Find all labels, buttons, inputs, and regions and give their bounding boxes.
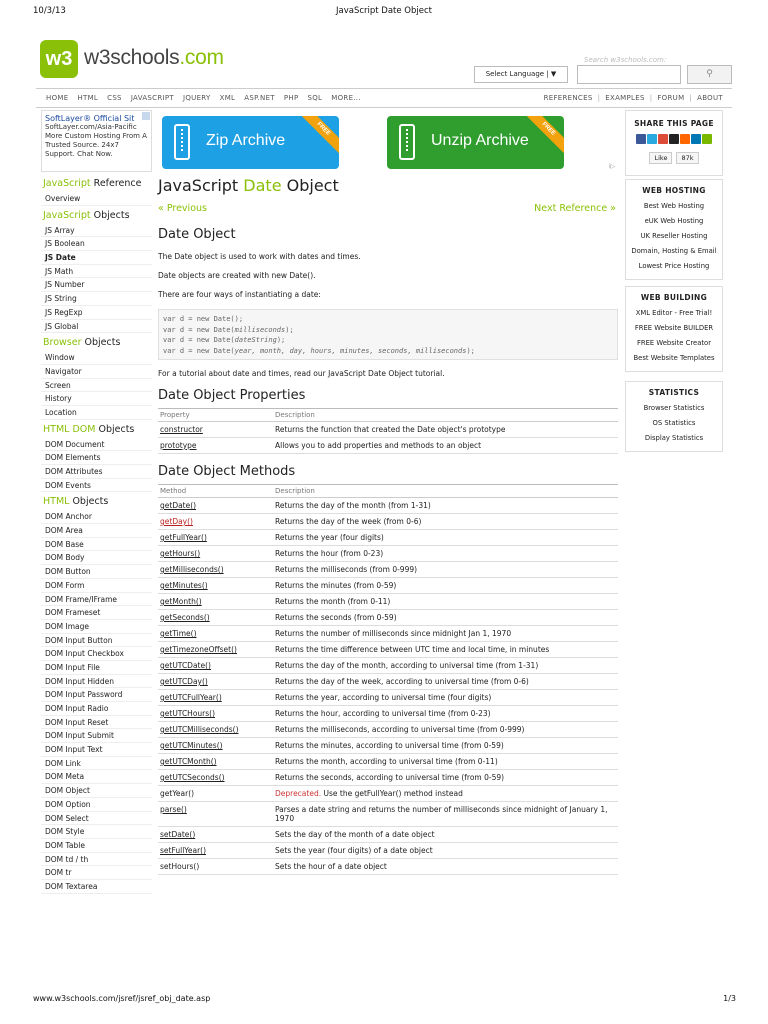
delicious-icon[interactable] [669, 134, 679, 144]
twitter-icon[interactable] [647, 134, 657, 144]
code-line: var d = new Date(milliseconds); [163, 325, 294, 334]
like-count: 87k [676, 152, 698, 164]
code-example [158, 309, 618, 360]
sidebar-item-dom-document[interactable]: DOM Document [41, 438, 152, 452]
method-link[interactable]: getDate() [158, 498, 273, 514]
sidebar-box-link[interactable]: Lowest Price Hosting [638, 262, 710, 270]
nav-jquery[interactable]: JQUERY [182, 94, 211, 102]
table-row [158, 843, 618, 859]
sidebar-box-link[interactable]: Best Website Templates [633, 354, 715, 362]
table-row [158, 546, 618, 562]
sidebar-heading-text: Reference [90, 178, 142, 189]
sidebar-heading-text: Objects [69, 496, 109, 508]
sidebar-item-dom-table[interactable]: DOM Table [41, 839, 152, 853]
method-link[interactable]: getSeconds() [158, 610, 273, 626]
properties-table [158, 408, 618, 454]
table-header-row [158, 409, 618, 422]
sidebar-item-dom-option[interactable]: DOM Option [41, 798, 152, 812]
table-row [158, 770, 618, 786]
sidebar-box-link[interactable]: OS Statistics [652, 419, 696, 427]
method-link[interactable]: getUTCMinutes() [158, 738, 273, 754]
sidebar-heading-accent: HTML DOM [43, 423, 96, 435]
sidebar-item-dom-base[interactable]: DOM Base [41, 538, 152, 552]
free-ribbon: FREE [523, 116, 564, 155]
column-header: Method [158, 485, 273, 498]
method-description: Sets the day of the month of a date object [273, 827, 618, 843]
code-arg: dateString [234, 336, 277, 344]
logo-main: w3schools [84, 46, 180, 69]
print-date: 10/3/13 [33, 6, 66, 16]
properties-heading: Date Object Properties [158, 388, 306, 403]
table-row [158, 610, 618, 626]
stumbleupon-icon[interactable] [680, 134, 690, 144]
sidebar-item-dom-frame-iframe[interactable]: DOM Frame/IFrame [41, 593, 152, 607]
table-row [158, 626, 618, 642]
magnifier-icon: ⚲ [706, 69, 713, 79]
title-part: Object [281, 176, 339, 195]
table-row [158, 594, 618, 610]
method-description: Returns the day of the week (from 0-6) [273, 514, 618, 530]
print-title: JavaScript Date Object [335, 6, 432, 16]
sidebar-item-dom-link[interactable]: DOM Link [41, 757, 152, 771]
method-link[interactable]: getMinutes() [158, 578, 273, 594]
logo-suffix: .com [179, 46, 224, 69]
sidebar-heading [41, 492, 152, 510]
method-description: Sets the year (four digits) of a date object [273, 843, 618, 859]
sidebar-item-dom-input-file[interactable]: DOM Input File [41, 661, 152, 675]
sidebar-box-heading: WEB HOSTING [642, 186, 706, 195]
sidebar-item-js-global[interactable]: JS Global [41, 320, 152, 334]
column-header: Property [158, 409, 273, 422]
table-row [158, 722, 618, 738]
create-paragraph: Date objects are created with new Date(). [158, 271, 316, 280]
method-link[interactable]: getMilliseconds() [158, 562, 273, 578]
sidebar-item-dom-object[interactable]: DOM Object [41, 784, 152, 798]
method-description: Returns the month (from 0-11) [273, 594, 618, 610]
nav-sql[interactable]: SQL [307, 94, 323, 102]
sidebar-item-dom-tr[interactable]: DOM tr [41, 866, 152, 880]
search-input[interactable] [577, 65, 681, 84]
sidebar-item-location[interactable]: Location [41, 406, 152, 420]
method-link[interactable]: setHours() [158, 859, 273, 875]
sidebar-heading-accent: HTML [43, 496, 70, 508]
zipper-icon [174, 124, 190, 160]
code-line: var d = new Date(); [163, 315, 244, 323]
sidebar-box-heading: STATISTICS [648, 388, 700, 397]
sidebar-box-link[interactable]: FREE Website Creator [637, 339, 711, 347]
logo-text [84, 46, 224, 70]
table-row [158, 562, 618, 578]
method-link[interactable]: getFullYear() [158, 530, 273, 546]
code-arg: milliseconds [234, 325, 286, 334]
column-header: Description [273, 409, 618, 422]
search-placeholder: Search w3schools.com: [584, 56, 667, 64]
method-description: Returns the day of the month, according to universal time (from 1-31) [273, 658, 618, 674]
methods-heading: Date Object Methods [158, 464, 296, 479]
table-header-row [158, 485, 618, 498]
ad-title: SoftLayer® Official Sit [45, 114, 135, 123]
free-ribbon: FREE [298, 116, 339, 155]
main-content [158, 176, 618, 875]
table-row [158, 578, 618, 594]
method-link[interactable]: getUTCMilliseconds() [158, 722, 273, 738]
method-description: Parses a date string and returns the number of milliseconds since midnight of January 1, 1970 [273, 802, 618, 827]
nav-xml[interactable]: XML [219, 94, 236, 102]
method-link[interactable]: getUTCHours() [158, 706, 273, 722]
linkedin-icon[interactable] [691, 134, 701, 144]
method-description: Returns the milliseconds, according to universal time (from 0-999) [273, 722, 618, 738]
share-icons [626, 134, 722, 146]
instantiate-paragraph: There are four ways of instantiating a date: [158, 290, 321, 299]
sidebar-box-link[interactable]: XML Editor - Free Trial! [635, 309, 713, 317]
zip-archive-label: Zip Archive [206, 132, 286, 149]
sidebar-item-js-date[interactable]: JS Date [41, 251, 152, 265]
sidebar-item-dom-body[interactable]: DOM Body [41, 551, 152, 565]
sidebar-item-dom-input-password[interactable]: DOM Input Password [41, 688, 152, 702]
property-description: Returns the function that created the Date object's prototype [273, 422, 618, 438]
table-row [158, 754, 618, 770]
property-link[interactable]: constructor [158, 422, 273, 438]
property-link[interactable]: prototype [158, 438, 273, 454]
ad-body: SoftLayer.com/Asia-Pacific More Custom Hosting From A Trusted Source. 24x7 Support. Chat Now. [45, 123, 147, 158]
print-footer [0, 994, 768, 1016]
sidebar-box-heading: WEB BUILDING [640, 293, 708, 302]
sidebar-heading-accent: JavaScript [43, 178, 91, 189]
sidebar-box-link[interactable]: Display Statistics [644, 434, 704, 442]
prev-next-nav [158, 203, 618, 219]
zip-archive-banner[interactable] [162, 116, 339, 169]
code-line: var d = new Date(year, month, day, hours, minutes, seconds, milliseconds); [163, 346, 475, 355]
nav-php[interactable]: PHP [283, 94, 299, 102]
table-row [158, 859, 618, 875]
share-box [625, 110, 723, 176]
sidebar-item-dom-anchor[interactable]: DOM Anchor [41, 510, 152, 524]
next-reference-link[interactable]: Next Reference » [534, 203, 616, 214]
nav-css[interactable]: CSS [107, 94, 122, 102]
sidebar-item-screen[interactable]: Screen [41, 379, 152, 393]
title-part: JavaScript [158, 176, 244, 195]
ad-info-icon[interactable]: i▷ [609, 163, 616, 170]
sidebar-box-web-hosting [625, 179, 723, 280]
intro-paragraph: The Date object is used to work with dates and times. [158, 252, 361, 261]
date-object-heading: Date Object [158, 227, 236, 242]
method-description: Returns the year, according to universal time (four digits) [273, 690, 618, 706]
topnav-left [46, 94, 370, 102]
unzip-archive-label: Unzip Archive [431, 132, 529, 149]
sidebar-item-dom-events[interactable]: DOM Events [41, 479, 152, 493]
sidebar-item-dom-button[interactable]: DOM Button [41, 565, 152, 579]
table-row [158, 498, 618, 514]
print-page-number: 1/3 [723, 994, 736, 1003]
sidebar-item-js-regexp[interactable]: JS RegExp [41, 306, 152, 320]
tutorial-text: For a tutorial about date and times, read our [158, 369, 329, 378]
sidebar-box-web-building [625, 286, 723, 372]
top-navigation [36, 88, 732, 108]
logo-badge: w3 [40, 40, 78, 78]
table-row [158, 706, 618, 722]
method-link[interactable]: getTime() [158, 626, 273, 642]
sidebar-item-js-array[interactable]: JS Array [41, 224, 152, 238]
sidebar-item-dom-image[interactable]: DOM Image [41, 620, 152, 634]
sidebar-item-dom-input-reset[interactable]: DOM Input Reset [41, 716, 152, 730]
share-more-icon[interactable] [702, 134, 712, 144]
method-link[interactable]: getUTCDate() [158, 658, 273, 674]
method-description: Returns the time difference between UTC time and local time, in minutes [273, 642, 618, 658]
method-description: Returns the minutes (from 0-59) [273, 578, 618, 594]
nav-separator: | [689, 94, 693, 102]
site-logo[interactable] [40, 40, 270, 82]
sidebar-item-dom-style[interactable]: DOM Style [41, 825, 152, 839]
tutorial-text: . [442, 369, 445, 378]
method-link[interactable]: getUTCDay() [158, 674, 273, 690]
code-line: var d = new Date(dateString); [163, 336, 286, 344]
table-row [158, 642, 618, 658]
sidebar-heading-text: Objects [90, 209, 130, 221]
sidebar-box-spacer [626, 366, 722, 371]
method-description: Returns the month, according to universal time (from 0-11) [273, 754, 618, 770]
method-description: Sets the hour of a date object [273, 859, 618, 875]
method-link[interactable]: getHours() [158, 546, 273, 562]
sidebar-item-dom-attributes[interactable]: DOM Attributes [41, 465, 152, 479]
sidebar-item-dom-frameset[interactable]: DOM Frameset [41, 606, 152, 620]
sidebar-heading-accent: Browser [43, 337, 82, 349]
like-button[interactable]: Like [649, 152, 672, 164]
method-description: Returns the hour, according to universal time (from 0-23) [273, 706, 618, 722]
sidebar-item-dom-input-radio[interactable]: DOM Input Radio [41, 702, 152, 716]
nav-examples[interactable]: EXAMPLES [605, 94, 645, 102]
method-description: Returns the day of the month (from 1-31) [273, 498, 618, 514]
print-url: www.w3schools.com/jsref/jsref_obj_date.asp [33, 994, 211, 1003]
sidebar-box-spacer [626, 446, 722, 451]
nav-forum[interactable]: FORUM [657, 94, 685, 102]
page-title [158, 176, 618, 195]
sidebar-ad[interactable] [41, 110, 152, 172]
nav-javascript[interactable]: JAVASCRIPT [130, 94, 174, 102]
method-description: Returns the minutes, according to universal time (from 0-59) [273, 738, 618, 754]
sidebar-heading [41, 206, 152, 224]
sidebar-item-dom-input-checkbox[interactable]: DOM Input Checkbox [41, 647, 152, 661]
sidebar-box-link[interactable]: Domain, Hosting & Email [631, 247, 717, 255]
topnav-right [544, 94, 723, 102]
google-icon[interactable] [658, 134, 668, 144]
sidebar-item-dom-textarea[interactable]: DOM Textarea [41, 880, 152, 894]
zipper-icon [399, 124, 415, 160]
sidebar-heading [41, 420, 152, 438]
sidebar-item-js-string[interactable]: JS String [41, 292, 152, 306]
method-link[interactable]: parse() [158, 802, 273, 827]
method-description: Returns the number of milliseconds since midnight Jan 1, 1970 [273, 626, 618, 642]
sidebar-heading [41, 174, 152, 192]
method-description: Deprecated. Use the getFullYear() method instead [273, 786, 618, 802]
sidebar-item-dom-input-submit[interactable]: DOM Input Submit [41, 729, 152, 743]
search-button[interactable] [687, 65, 732, 84]
sidebar-item-dom-meta[interactable]: DOM Meta [41, 770, 152, 784]
method-description: Returns the day of the week, according to universal time (from 0-6) [273, 674, 618, 690]
sidebar-box-link[interactable]: Browser Statistics [643, 404, 705, 412]
method-description: Returns the milliseconds (from 0-999) [273, 562, 618, 578]
method-link[interactable]: setDate() [158, 827, 273, 843]
table-row [158, 530, 618, 546]
sidebar-item-dom-area[interactable]: DOM Area [41, 524, 152, 538]
method-link[interactable]: setFullYear() [158, 843, 273, 859]
sidebar-heading-accent: JavaScript [43, 209, 91, 221]
method-link[interactable]: getYear() [158, 786, 273, 802]
table-row [158, 658, 618, 674]
nav-html[interactable]: HTML [77, 94, 99, 102]
table-row [158, 827, 618, 843]
tutorial-link[interactable]: JavaScript Date Object tutorial [328, 369, 443, 378]
methods-table [158, 484, 618, 875]
nav-separator: | [597, 94, 601, 102]
table-row [158, 786, 618, 802]
method-description: Returns the seconds, according to universal time (from 0-59) [273, 770, 618, 786]
print-header [0, 0, 768, 24]
sidebar-item-js-boolean[interactable]: JS Boolean [41, 237, 152, 251]
sidebar-box-link[interactable]: UK Reseller Hosting [640, 232, 708, 240]
share-heading: SHARE THIS PAGE [634, 119, 714, 128]
table-row [158, 674, 618, 690]
nav-references[interactable]: REFERENCES [543, 94, 593, 102]
table-row [158, 438, 618, 454]
method-link[interactable]: getMonth() [158, 594, 273, 610]
unzip-archive-banner[interactable] [387, 116, 564, 169]
sidebar-item-js-math[interactable]: JS Math [41, 265, 152, 279]
facebook-icon[interactable] [636, 134, 646, 144]
sidebar-box-link[interactable]: FREE Website BUILDER [634, 324, 714, 332]
ad-choices-icon[interactable] [142, 112, 150, 120]
method-description: Returns the seconds (from 0-59) [273, 610, 618, 626]
left-sidebar [41, 174, 152, 894]
like-widget [626, 152, 722, 164]
tutorial-paragraph [158, 369, 618, 378]
sidebar-item-dom-td-th[interactable]: DOM td / th [41, 853, 152, 867]
sidebar-box-link[interactable]: eUK Web Hosting [644, 217, 704, 225]
previous-link[interactable]: « Previous [158, 203, 207, 214]
method-description: Returns the hour (from 0-23) [273, 546, 618, 562]
method-link[interactable]: getUTCSeconds() [158, 770, 273, 786]
sidebar-item-js-number[interactable]: JS Number [41, 278, 152, 292]
method-link[interactable]: getUTCMonth() [158, 754, 273, 770]
sidebar-item-window[interactable]: Window [41, 351, 152, 365]
nav-asp-net[interactable]: ASP.NET [244, 94, 275, 102]
method-link[interactable]: getDay() [158, 514, 273, 530]
nav-more[interactable]: MORE... [331, 94, 361, 102]
sidebar-item-dom-elements[interactable]: DOM Elements [41, 451, 152, 465]
code-arg: year, month, day, hours, minutes, seconds, milliseconds [234, 346, 467, 355]
nav-home[interactable]: HOME [46, 94, 69, 102]
deprecated-label: Deprecated. [275, 789, 322, 798]
column-header: Description [273, 485, 618, 498]
sidebar-heading-text: Objects [81, 337, 121, 349]
nav-separator: | [649, 94, 653, 102]
sidebar-item-dom-input-hidden[interactable]: DOM Input Hidden [41, 675, 152, 689]
sidebar-item-overview[interactable]: Overview [41, 192, 152, 206]
sidebar-item-dom-input-text[interactable]: DOM Input Text [41, 743, 152, 757]
sidebar-item-history[interactable]: History [41, 392, 152, 406]
table-row [158, 690, 618, 706]
table-row [158, 738, 618, 754]
nav-about[interactable]: ABOUT [697, 94, 723, 102]
method-link[interactable]: getTimezoneOffset() [158, 642, 273, 658]
title-highlight: Date [243, 176, 282, 195]
table-row [158, 802, 618, 827]
language-select[interactable]: Select Language | ▼ [474, 66, 568, 83]
sidebar-item-dom-select[interactable]: DOM Select [41, 812, 152, 826]
sidebar-box-statistics [625, 381, 723, 452]
table-row [158, 422, 618, 438]
method-link[interactable]: getUTCFullYear() [158, 690, 273, 706]
table-row [158, 514, 618, 530]
property-description: Allows you to add properties and methods to an object [273, 438, 618, 454]
sidebar-box-spacer [626, 274, 722, 279]
sidebar-heading-text: Objects [95, 423, 135, 435]
sidebar-item-navigator[interactable]: Navigator [41, 365, 152, 379]
sidebar-item-dom-form[interactable]: DOM Form [41, 579, 152, 593]
sidebar-item-dom-input-button[interactable]: DOM Input Button [41, 634, 152, 648]
method-description: Returns the year (four digits) [273, 530, 618, 546]
sidebar-heading [41, 333, 152, 351]
sidebar-box-link[interactable]: Best Web Hosting [643, 202, 705, 210]
